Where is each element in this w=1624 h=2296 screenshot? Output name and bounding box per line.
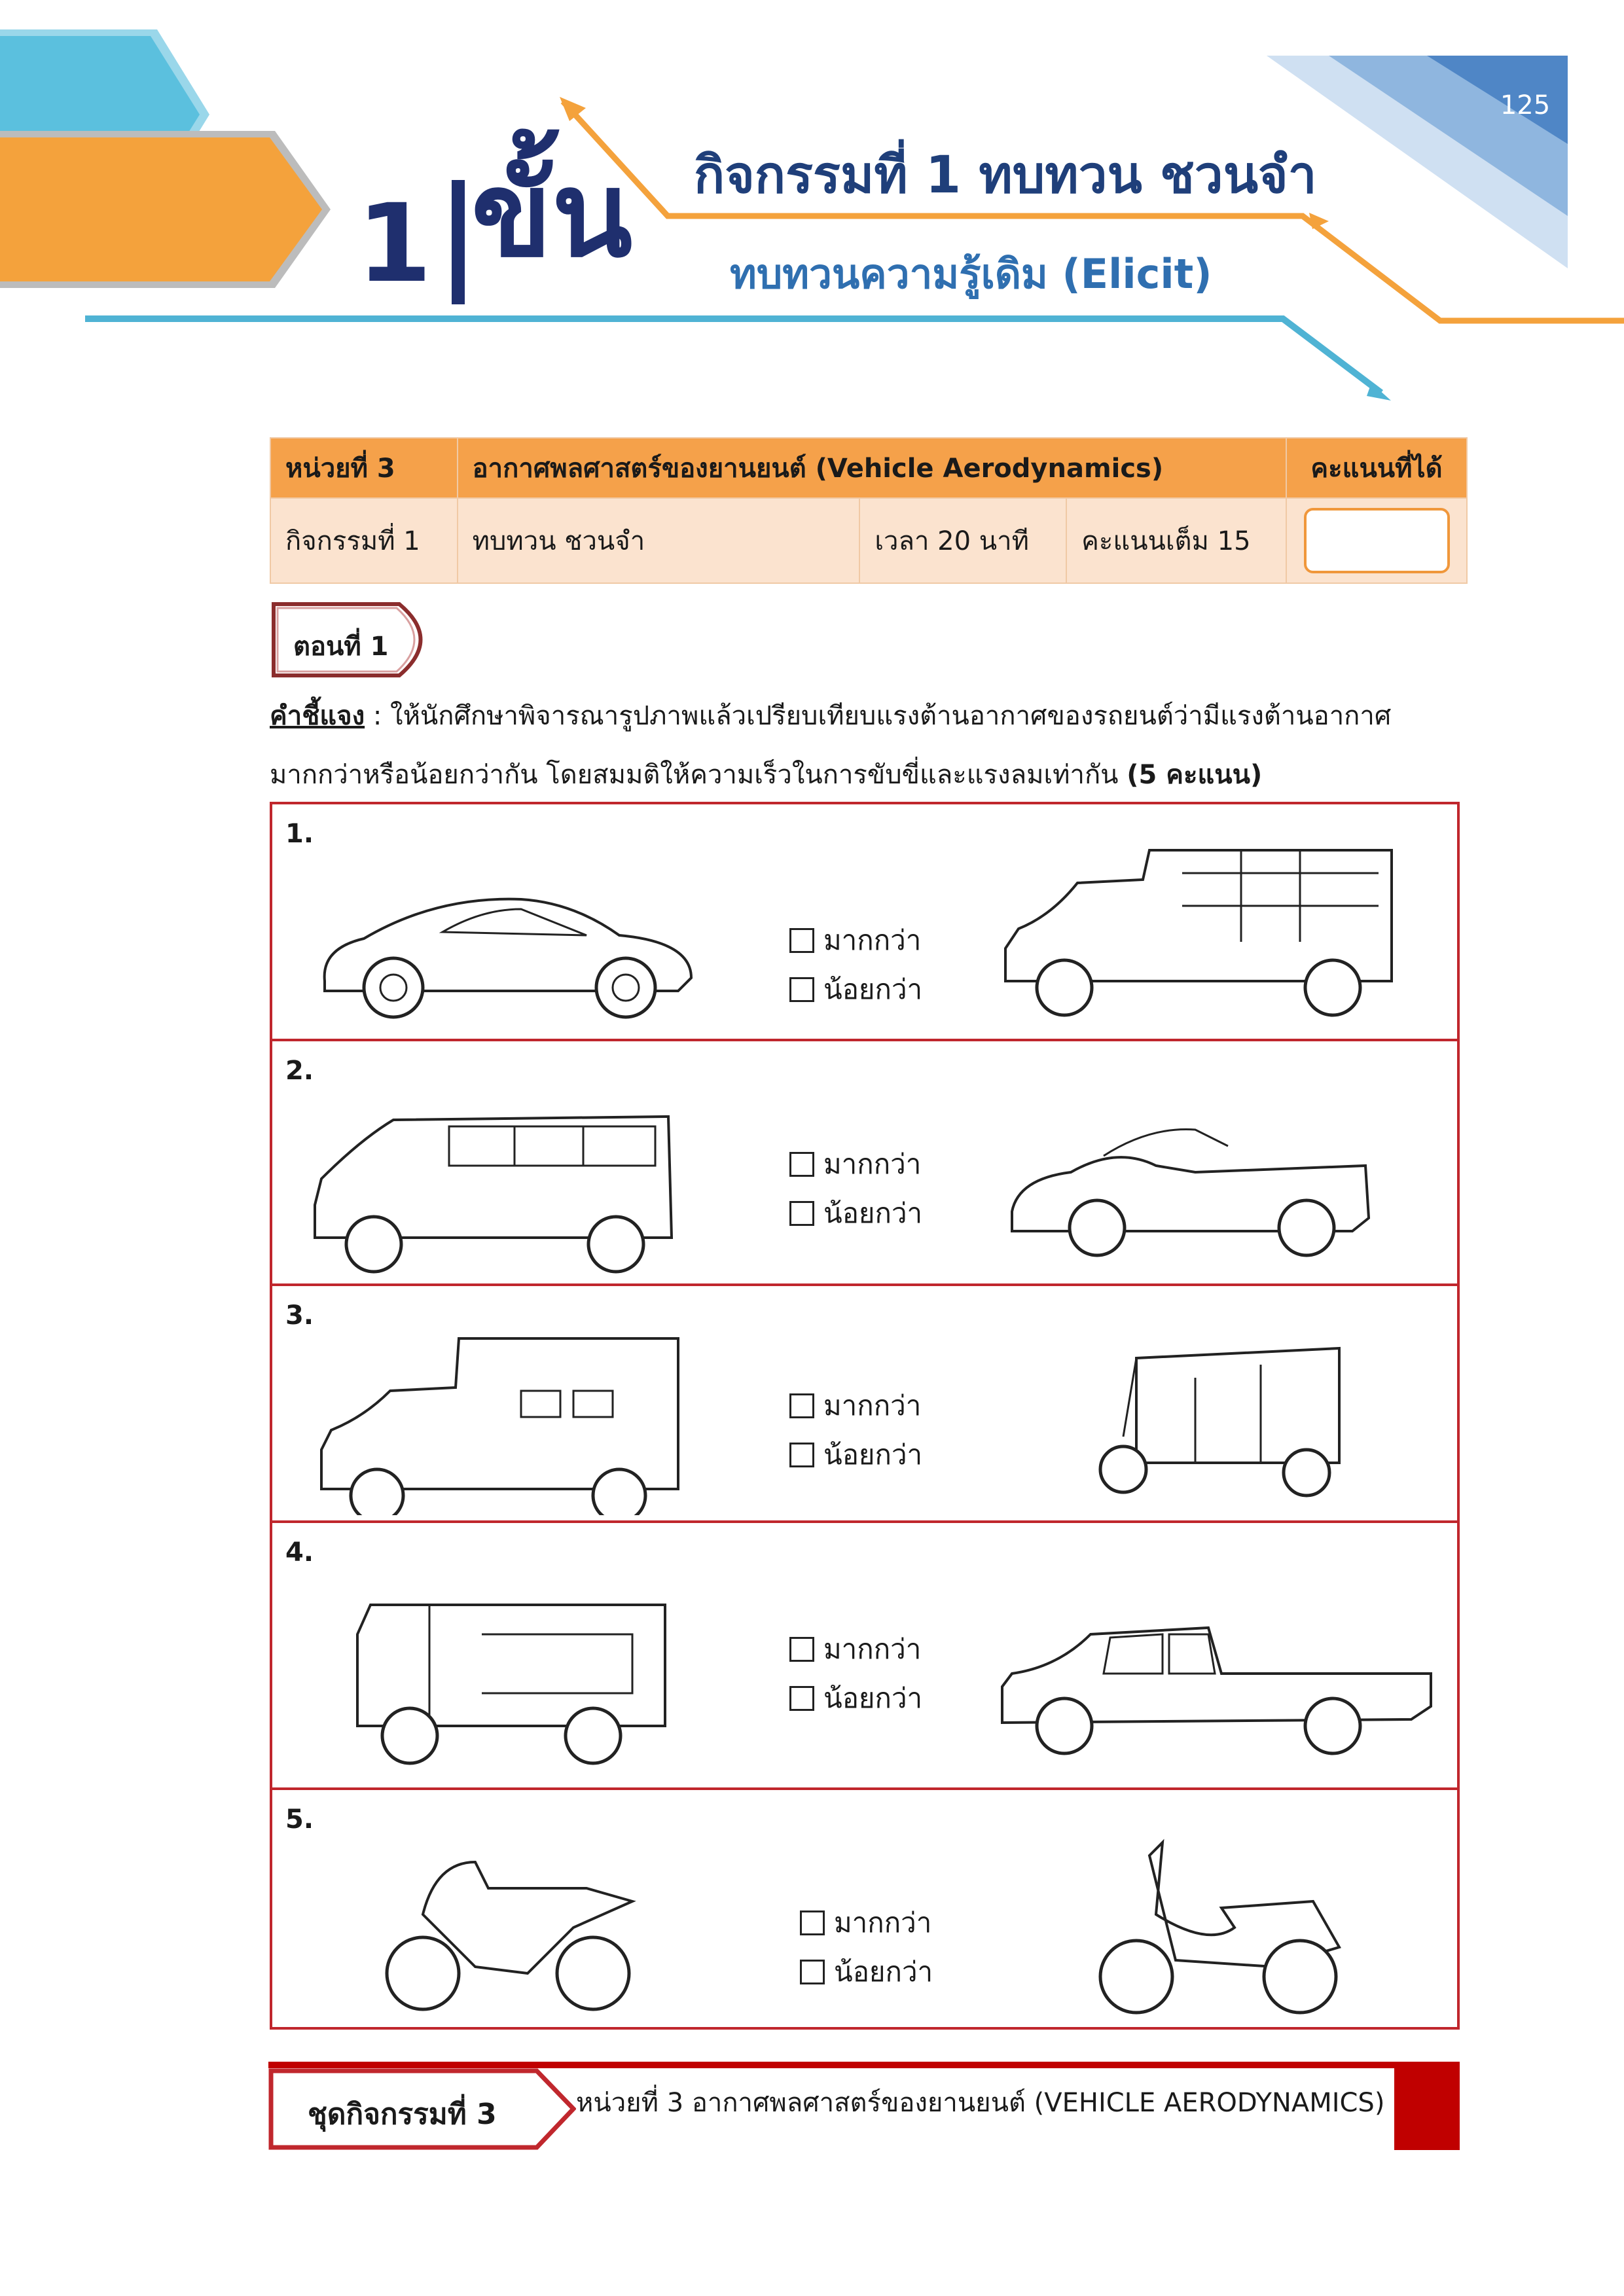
tuk-tuk-illustration [1097, 1338, 1352, 1502]
info-row-activity [270, 498, 1467, 583]
double-cab-pickup-illustration [992, 1608, 1444, 1772]
question-row [270, 1283, 1460, 1523]
activity-time: เวลา 20 นาที [859, 498, 1066, 583]
checkbox[interactable] [789, 928, 814, 953]
activity-title: กิจกรรมที่ 1 ทบทวน ชวนจำ [694, 146, 1317, 205]
instructions-heading: คำชี้แจง [270, 701, 365, 731]
checkbox[interactable] [789, 1152, 814, 1177]
footer-unit-text: หน่วยที่ 3 อากาศพลศาสตร์ของยานยนต์ (VEHICLE AERODYNAMICS) [576, 2088, 1385, 2118]
score-label: คะแนนที่ได้ [1286, 438, 1467, 498]
convertible-illustration [999, 1120, 1379, 1270]
checkbox[interactable] [789, 977, 814, 1002]
question-number: 1. [285, 819, 314, 849]
option-less[interactable]: น้อยกว่า [789, 1677, 922, 1720]
option-less[interactable]: น้อยกว่า [800, 1950, 933, 1994]
step-divider [452, 180, 465, 304]
sport-motorcycle-illustration [377, 1849, 645, 2013]
score-input[interactable] [1304, 508, 1450, 573]
info-table [270, 437, 1468, 584]
full-score: คะแนนเต็ม 15 [1066, 498, 1286, 583]
question-number: 2. [285, 1056, 314, 1086]
question-row [270, 1787, 1460, 2030]
sedan-illustration [312, 870, 704, 1027]
section-label: ตอนที่ 1 [293, 632, 389, 662]
option-more[interactable]: มากกว่า [800, 1901, 931, 1945]
checkbox[interactable] [789, 1393, 814, 1418]
question-number: 4. [285, 1537, 314, 1568]
footer-accent-block [1394, 2062, 1460, 2150]
activity-name: ทบทวน ชวนจำ [458, 498, 860, 583]
option-less[interactable]: น้อยกว่า [789, 1433, 922, 1477]
info-row-unit [270, 438, 1467, 498]
pickup-with-box-illustration [312, 1332, 691, 1515]
question-number: 3. [285, 1300, 314, 1331]
instructions-points: (5 คะแนน) [1127, 760, 1263, 790]
checkbox[interactable] [789, 1637, 814, 1662]
question-row [270, 1520, 1460, 1790]
option-more[interactable]: มากกว่า [789, 1143, 921, 1186]
question-number: 5. [285, 1804, 314, 1835]
scooter-illustration [1077, 1836, 1352, 2019]
unit-label: หน่วยที่ 3 [270, 438, 458, 498]
checkbox[interactable] [789, 1443, 814, 1467]
pickup-with-cage-illustration [992, 844, 1418, 1033]
option-more[interactable]: มากกว่า [789, 1628, 921, 1671]
instructions-line-1 [270, 700, 1474, 732]
option-more[interactable]: มากกว่า [789, 919, 921, 962]
question-row [270, 802, 1460, 1041]
footer-divider [268, 2062, 1460, 2068]
question-row [270, 1039, 1460, 1286]
instructions-text-2: มากกว่าหรือน้อยกว่ากัน โดยสมมติให้ความเร็วในการขับขี่และแรงลมเท่ากัน [270, 760, 1127, 790]
instructions-line-2 [270, 759, 1474, 791]
van-illustration [302, 1107, 688, 1277]
checkbox[interactable] [789, 1686, 814, 1711]
step-number: 1 [357, 181, 432, 306]
option-less[interactable]: น้อยกว่า [789, 1192, 922, 1235]
footer-set-label: ชุดกิจกรรมที่ 3 [308, 2098, 497, 2131]
page-number: 125 [1500, 90, 1551, 120]
checkbox[interactable] [789, 1201, 814, 1226]
unit-title: อากาศพลศาสตร์ของยานยนต์ (Vehicle Aerodynamics) [458, 438, 1286, 498]
instructions-text-1: : ให้นักศึกษาพิจารณารูปภาพแล้วเปรียบเทียบแรงต้านอากาศของรถยนต์ว่ามีแรงต้านอากาศ [365, 701, 1392, 731]
checkbox[interactable] [800, 1960, 825, 1984]
option-less[interactable]: น้อยกว่า [789, 968, 922, 1011]
activity-label: กิจกรรมที่ 1 [270, 498, 458, 583]
small-truck-illustration [351, 1595, 678, 1772]
activity-subtitle: ทบทวนความรู้เดิม (Elicit) [730, 250, 1212, 298]
option-more[interactable]: มากกว่า [789, 1384, 921, 1427]
step-word: ขั้น [471, 147, 633, 283]
checkbox[interactable] [800, 1910, 825, 1935]
score-cell [1286, 498, 1467, 583]
